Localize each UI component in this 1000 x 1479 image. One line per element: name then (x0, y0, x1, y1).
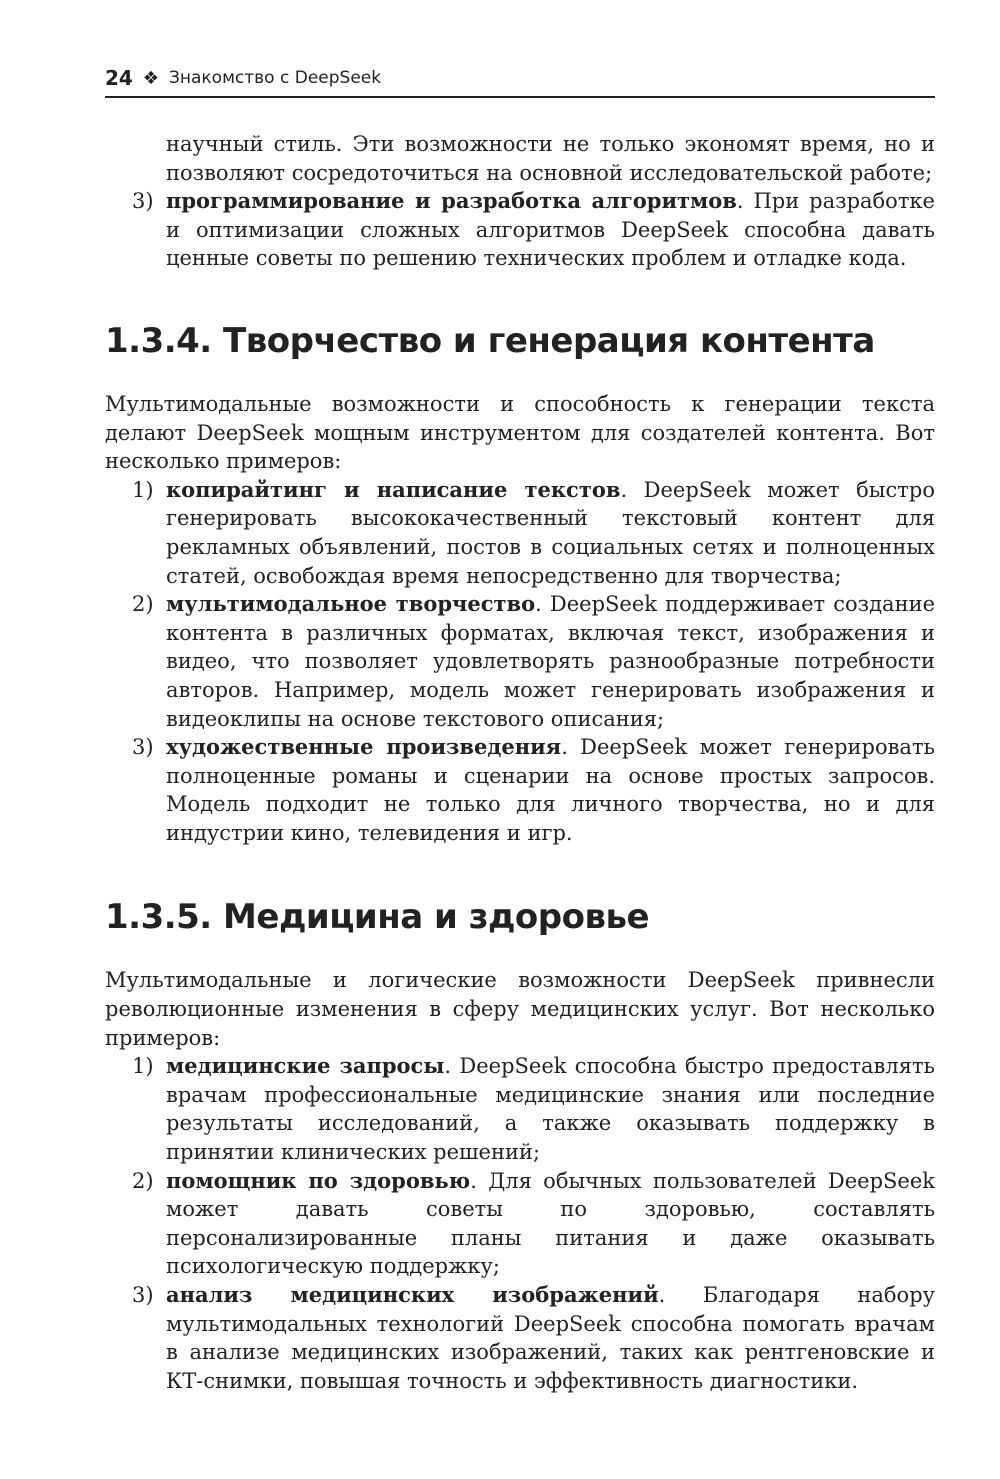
list-number: 3) (132, 189, 154, 214)
section-intro: Мультимодальные и логические возможности DeepSeek привнесли революционные изменения в сферу медицинских услуг. Вот несколько примеров: (105, 968, 935, 1050)
list-text: . Благодаря набору мультимодальных технологий DeepSeek способна помогать врачам в анализе медицинских изображений, таких как рентгеновские и КТ-снимки, повышая точность и эффективность диагностики. (166, 1283, 935, 1393)
list-term: помощник по здоровью (166, 1167, 471, 1193)
list-number: 1) (132, 1054, 154, 1079)
section-list-1-3-5 (105, 1052, 935, 1395)
list-number: 3) (132, 1283, 154, 1307)
section-list-1-3-4 (105, 476, 935, 848)
section-intro: Мультимодальные возможности и способность к генерации текста делают DeepSeek мощным инструментом для создателей контента. Вот несколько примеров: (105, 391, 935, 474)
list-term: программирование и разработка алгоритмов (166, 188, 737, 214)
running-header (105, 62, 935, 98)
section-heading-1-3-4: 1.3.4. Творчество и генерация контента (105, 320, 875, 361)
list-text: . DeepSeek поддерживает создание контента в различных форматах, включая текст, изображения и видео, что позволяет удовлетворять разнообразные потребности авторов. Например, модель может генерировать изображения и видеоклипы на основе текстового описания; (166, 592, 936, 731)
list-text: . Для обычных пользователей DeepSeek может давать советы по здоровью, составлять персонализированные планы питания и даже оказывать психологическую поддержку; (166, 1168, 936, 1279)
list-item (105, 733, 935, 847)
list-term: мультимодальное творчество (166, 591, 536, 617)
section-heading-1-3-5: 1.3.5. Медицина и здоровье (105, 897, 650, 938)
previous-list (105, 187, 935, 273)
list-text: . DeepSeek может быстро генерировать высококачественный текстовый контент для рекламных объявлений, постов в социальных сетях и полноценных статей, освобождая время непосредственно для творчества; (166, 477, 935, 588)
list-text: . DeepSeek может генерировать полноценные романы и сценарии на основе простых запросов. Модель подходит не только для личного творчества, но и для индустрии кино, телевидения и игр. (166, 735, 935, 845)
list-item (105, 476, 935, 590)
list-number: 2) (132, 1168, 154, 1193)
list-item (105, 1167, 935, 1281)
list-term: художественные произведения (166, 734, 562, 760)
list-item (105, 1052, 935, 1166)
list-number: 2) (132, 592, 154, 617)
book-page (105, 62, 935, 1395)
list-item (105, 590, 935, 733)
list-number: 3) (132, 735, 154, 760)
continuation-paragraph: научный стиль. Эти возможности не только экономят время, но и позволяют сосредоточиться на основной исследовательской работе; (166, 132, 935, 185)
list-number: 1) (132, 477, 154, 502)
chapter-title: Знакомство с DeepSeek (168, 68, 382, 88)
page-number: 24 (105, 66, 133, 90)
diamond-ornament-icon: ❖ (142, 67, 159, 89)
list-text: . При разработке и оптимизации сложных алгоритмов DeepSeek способна давать ценные советы по решению технических проблем и отладке кода. (166, 189, 935, 271)
list-item (105, 1281, 935, 1395)
list-term: медицинские запросы (166, 1053, 445, 1079)
list-term: анализ медицинских изображений (166, 1282, 659, 1307)
list-term: копирайтинг и написание текстов (166, 476, 621, 502)
list-item (105, 187, 935, 273)
list-text: . DeepSeek способна быстро предоставлять врачам профессиональные медицинские знания или последние результаты исследований, а также оказывать поддержку в принятии клинических решений; (166, 1054, 935, 1165)
